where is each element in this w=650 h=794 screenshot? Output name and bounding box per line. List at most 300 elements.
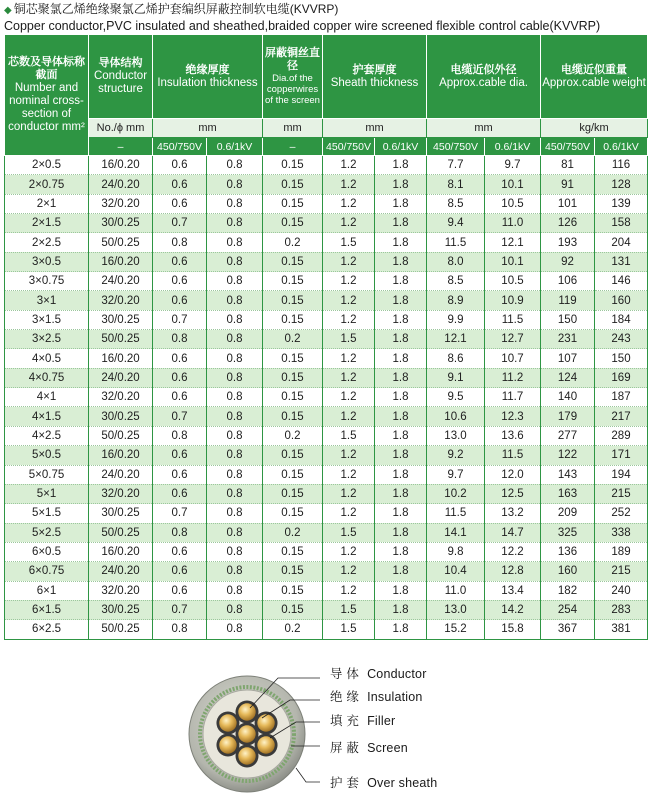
cell-cores: 6×1.5 <box>5 600 89 619</box>
cell-screen: 0.15 <box>263 388 323 407</box>
cell-structure: 50/0.25 <box>89 620 153 639</box>
cell-sheath-06: 1.8 <box>375 194 427 213</box>
cell-ins-06: 0.8 <box>207 233 263 252</box>
cell-weight-450: 325 <box>541 523 595 542</box>
cell-screen: 0.15 <box>263 214 323 233</box>
cell-structure: 32/0.20 <box>89 291 153 310</box>
cell-cores: 3×1.5 <box>5 310 89 329</box>
cell-weight-450: 193 <box>541 233 595 252</box>
cell-ins-06: 0.8 <box>207 426 263 445</box>
legend-filler: 填 充 Filler <box>330 714 396 728</box>
table-row <box>5 407 648 426</box>
cell-ins-450: 0.7 <box>153 407 207 426</box>
table-row <box>5 484 648 503</box>
cell-dia-450: 9.9 <box>427 310 485 329</box>
cell-dia-450: 9.7 <box>427 465 485 484</box>
cell-weight-06: 171 <box>595 446 648 465</box>
cell-screen: 0.15 <box>263 581 323 600</box>
cell-screen: 0.15 <box>263 504 323 523</box>
cell-structure: 50/0.25 <box>89 426 153 445</box>
table-row <box>5 562 648 581</box>
table-row <box>5 523 648 542</box>
cell-ins-06: 0.8 <box>207 504 263 523</box>
cell-structure: 24/0.20 <box>89 465 153 484</box>
cell-weight-06: 381 <box>595 620 648 639</box>
cell-sheath-450: 1.2 <box>323 388 375 407</box>
legend-conductor: 导 体 Conductor <box>330 667 427 681</box>
cell-ins-06: 0.8 <box>207 465 263 484</box>
cell-structure: 16/0.20 <box>89 542 153 561</box>
cell-ins-06: 0.8 <box>207 194 263 213</box>
cell-weight-450: 101 <box>541 194 595 213</box>
cell-screen: 0.2 <box>263 523 323 542</box>
cable-cross-section-diagram <box>0 648 650 794</box>
cell-structure: 30/0.25 <box>89 310 153 329</box>
cell-ins-450: 0.6 <box>153 272 207 291</box>
cell-weight-06: 240 <box>595 581 648 600</box>
cell-dia-450: 8.5 <box>427 194 485 213</box>
cell-weight-450: 179 <box>541 407 595 426</box>
cable-diagram-svg <box>0 648 650 794</box>
cell-structure: 16/0.20 <box>89 349 153 368</box>
cell-weight-450: 182 <box>541 581 595 600</box>
cell-ins-06: 0.8 <box>207 581 263 600</box>
cell-screen: 0.15 <box>263 484 323 503</box>
cell-weight-06: 189 <box>595 542 648 561</box>
cell-sheath-06: 1.8 <box>375 291 427 310</box>
cell-sheath-450: 1.2 <box>323 291 375 310</box>
cell-cores: 4×0.5 <box>5 349 89 368</box>
cell-cores: 4×1.5 <box>5 407 89 426</box>
cell-dia-06: 10.5 <box>485 194 541 213</box>
title-english: Copper conductor,PVC insulated and sheathed,braided copper wire screened flexible control cable(KVVRP) <box>4 19 601 33</box>
cell-sheath-06: 1.8 <box>375 388 427 407</box>
cell-weight-450: 124 <box>541 368 595 387</box>
cell-ins-06: 0.8 <box>207 252 263 271</box>
cell-dia-450: 9.8 <box>427 542 485 561</box>
core-conductor <box>257 736 274 753</box>
core-conductor <box>257 714 274 731</box>
cell-ins-06: 0.8 <box>207 600 263 619</box>
cell-structure: 24/0.20 <box>89 175 153 194</box>
cell-cores: 6×2.5 <box>5 620 89 639</box>
cell-ins-450: 0.6 <box>153 484 207 503</box>
cell-screen: 0.15 <box>263 562 323 581</box>
cell-weight-450: 254 <box>541 600 595 619</box>
cell-cores: 3×0.5 <box>5 252 89 271</box>
leader-sheath <box>296 768 320 782</box>
table-row <box>5 600 648 619</box>
cell-weight-450: 81 <box>541 156 595 175</box>
cell-dia-450: 10.6 <box>427 407 485 426</box>
cell-ins-450: 0.7 <box>153 214 207 233</box>
cell-cores: 2×0.5 <box>5 156 89 175</box>
table-row <box>5 446 648 465</box>
cell-weight-06: 283 <box>595 600 648 619</box>
cell-ins-06: 0.8 <box>207 542 263 561</box>
cell-dia-06: 11.5 <box>485 310 541 329</box>
cell-weight-06: 150 <box>595 349 648 368</box>
cell-structure: 32/0.20 <box>89 388 153 407</box>
cell-cores: 3×1 <box>5 291 89 310</box>
title-chinese <box>4 2 648 18</box>
cell-ins-450: 0.7 <box>153 600 207 619</box>
header-diameter: 电缆近似外径 Approx.cable dia. <box>427 35 541 119</box>
cell-sheath-450: 1.2 <box>323 504 375 523</box>
cell-weight-06: 204 <box>595 233 648 252</box>
cell-weight-06: 128 <box>595 175 648 194</box>
cell-sheath-06: 1.8 <box>375 330 427 349</box>
core-conductor <box>219 714 236 731</box>
cell-dia-06: 14.2 <box>485 600 541 619</box>
cell-screen: 0.15 <box>263 465 323 484</box>
cell-weight-450: 163 <box>541 484 595 503</box>
cell-dia-450: 8.1 <box>427 175 485 194</box>
cell-ins-06: 0.8 <box>207 272 263 291</box>
cell-screen: 0.15 <box>263 291 323 310</box>
cell-ins-06: 0.8 <box>207 407 263 426</box>
cell-cores: 2×0.75 <box>5 175 89 194</box>
cell-dia-450: 13.0 <box>427 426 485 445</box>
sub-ins-450: 450/750V <box>153 138 207 156</box>
cell-ins-450: 0.6 <box>153 562 207 581</box>
cell-dia-06: 10.9 <box>485 291 541 310</box>
cell-ins-450: 0.7 <box>153 504 207 523</box>
cell-ins-06: 0.8 <box>207 156 263 175</box>
cell-sheath-06: 1.8 <box>375 581 427 600</box>
cell-cores: 5×1.5 <box>5 504 89 523</box>
cell-sheath-06: 1.8 <box>375 504 427 523</box>
cell-sheath-06: 1.8 <box>375 542 427 561</box>
cell-weight-450: 91 <box>541 175 595 194</box>
cell-dia-06: 10.1 <box>485 252 541 271</box>
cell-screen: 0.2 <box>263 233 323 252</box>
cell-cores: 4×2.5 <box>5 426 89 445</box>
cell-ins-450: 0.8 <box>153 330 207 349</box>
spec-table-body <box>5 156 648 640</box>
header-screen: 屏蔽铜丝直径 Dia.of the copperwires of the screen <box>263 35 323 119</box>
cell-structure: 16/0.20 <box>89 446 153 465</box>
cell-screen: 0.15 <box>263 194 323 213</box>
cell-weight-450: 143 <box>541 465 595 484</box>
cell-screen: 0.15 <box>263 175 323 194</box>
cell-cores: 4×1 <box>5 388 89 407</box>
cell-cores: 6×1 <box>5 581 89 600</box>
cell-sheath-06: 1.8 <box>375 562 427 581</box>
cell-structure: 50/0.25 <box>89 523 153 542</box>
cell-weight-450: 119 <box>541 291 595 310</box>
cell-structure: 24/0.20 <box>89 562 153 581</box>
unit-screen: mm <box>263 119 323 138</box>
cell-weight-06: 131 <box>595 252 648 271</box>
table-row <box>5 368 648 387</box>
cell-sheath-06: 1.8 <box>375 214 427 233</box>
sub-weight-06: 0.6/1kV <box>595 138 648 156</box>
cell-weight-06: 215 <box>595 484 648 503</box>
spec-table <box>4 34 648 640</box>
title-chinese-text: 铜芯聚氯乙烯绝缘聚氯乙烯护套编织屏蔽控制软电缆(KVVRP) <box>13 2 339 16</box>
cell-dia-450: 10.4 <box>427 562 485 581</box>
cell-dia-06: 11.5 <box>485 446 541 465</box>
cell-weight-450: 140 <box>541 388 595 407</box>
table-row <box>5 175 648 194</box>
cell-screen: 0.15 <box>263 368 323 387</box>
cell-ins-06: 0.8 <box>207 291 263 310</box>
cell-ins-06: 0.8 <box>207 484 263 503</box>
cell-cores: 6×0.75 <box>5 562 89 581</box>
cell-dia-06: 12.2 <box>485 542 541 561</box>
header-row-voltage <box>5 138 648 156</box>
cell-structure: 50/0.25 <box>89 233 153 252</box>
cell-sheath-450: 1.2 <box>323 446 375 465</box>
cell-dia-06: 12.1 <box>485 233 541 252</box>
cell-dia-450: 8.0 <box>427 252 485 271</box>
cell-sheath-450: 1.2 <box>323 214 375 233</box>
cell-dia-06: 13.2 <box>485 504 541 523</box>
cell-dia-450: 12.1 <box>427 330 485 349</box>
cell-sheath-450: 1.2 <box>323 349 375 368</box>
cell-ins-06: 0.8 <box>207 562 263 581</box>
table-row <box>5 388 648 407</box>
cell-dia-450: 9.1 <box>427 368 485 387</box>
cell-sheath-06: 1.8 <box>375 620 427 639</box>
header-weight: 电缆近似重量 Approx.cable weight <box>541 35 648 119</box>
cell-ins-06: 0.8 <box>207 446 263 465</box>
cell-weight-06: 116 <box>595 156 648 175</box>
cell-structure: 30/0.25 <box>89 600 153 619</box>
cell-weight-450: 231 <box>541 330 595 349</box>
sub-structure: – <box>89 138 153 156</box>
cell-weight-06: 158 <box>595 214 648 233</box>
unit-sheath: mm <box>323 119 427 138</box>
cell-screen: 0.15 <box>263 156 323 175</box>
core-conductor <box>238 703 255 720</box>
cell-screen: 0.2 <box>263 330 323 349</box>
cell-cores: 5×2.5 <box>5 523 89 542</box>
cell-sheath-450: 1.2 <box>323 194 375 213</box>
cell-sheath-450: 1.5 <box>323 523 375 542</box>
cell-sheath-450: 1.5 <box>323 600 375 619</box>
cell-cores: 4×0.75 <box>5 368 89 387</box>
cell-structure: 30/0.25 <box>89 407 153 426</box>
cell-weight-06: 289 <box>595 426 648 445</box>
table-row <box>5 310 648 329</box>
cell-ins-450: 0.6 <box>153 252 207 271</box>
table-row <box>5 465 648 484</box>
cell-sheath-06: 1.8 <box>375 407 427 426</box>
cell-structure: 24/0.20 <box>89 368 153 387</box>
table-row <box>5 252 648 271</box>
cell-cores: 5×0.75 <box>5 465 89 484</box>
cell-cores: 2×1 <box>5 194 89 213</box>
table-row <box>5 581 648 600</box>
cell-sheath-06: 1.8 <box>375 465 427 484</box>
cell-dia-06: 9.7 <box>485 156 541 175</box>
cell-dia-06: 10.7 <box>485 349 541 368</box>
cell-ins-450: 0.8 <box>153 523 207 542</box>
cell-dia-06: 12.5 <box>485 484 541 503</box>
cell-dia-450: 9.2 <box>427 446 485 465</box>
cell-structure: 32/0.20 <box>89 581 153 600</box>
cell-dia-450: 8.6 <box>427 349 485 368</box>
cell-dia-450: 9.4 <box>427 214 485 233</box>
cell-ins-450: 0.6 <box>153 542 207 561</box>
cell-dia-06: 13.4 <box>485 581 541 600</box>
cell-weight-450: 136 <box>541 542 595 561</box>
cell-weight-06: 139 <box>595 194 648 213</box>
cell-screen: 0.15 <box>263 446 323 465</box>
cell-sheath-450: 1.2 <box>323 310 375 329</box>
legend-screen: 屏 蔽 Screen <box>330 741 408 755</box>
cell-sheath-06: 1.8 <box>375 233 427 252</box>
cell-ins-450: 0.6 <box>153 465 207 484</box>
cell-weight-06: 252 <box>595 504 648 523</box>
cell-screen: 0.15 <box>263 252 323 271</box>
cell-sheath-06: 1.8 <box>375 349 427 368</box>
cell-dia-450: 11.0 <box>427 581 485 600</box>
cell-weight-06: 169 <box>595 368 648 387</box>
cell-weight-06: 338 <box>595 523 648 542</box>
cell-dia-06: 10.5 <box>485 272 541 291</box>
table-row <box>5 504 648 523</box>
cell-ins-450: 0.6 <box>153 175 207 194</box>
cell-cores: 2×2.5 <box>5 233 89 252</box>
cell-structure: 30/0.25 <box>89 214 153 233</box>
cell-sheath-450: 1.2 <box>323 272 375 291</box>
cell-weight-06: 217 <box>595 407 648 426</box>
sub-screen: – <box>263 138 323 156</box>
header-structure: 导体结构 Conductor structure <box>89 35 153 119</box>
cell-dia-450: 11.5 <box>427 504 485 523</box>
cell-weight-450: 209 <box>541 504 595 523</box>
header-row-units <box>5 119 648 138</box>
core-conductor <box>238 725 255 742</box>
sub-weight-450: 450/750V <box>541 138 595 156</box>
cell-weight-450: 92 <box>541 252 595 271</box>
table-row <box>5 620 648 639</box>
cell-ins-450: 0.8 <box>153 426 207 445</box>
header-row-titles <box>5 35 648 119</box>
cell-ins-450: 0.6 <box>153 368 207 387</box>
cell-dia-450: 15.2 <box>427 620 485 639</box>
cell-weight-450: 126 <box>541 214 595 233</box>
cell-weight-450: 150 <box>541 310 595 329</box>
cell-dia-450: 8.5 <box>427 272 485 291</box>
cell-cores: 3×0.75 <box>5 272 89 291</box>
cell-ins-450: 0.6 <box>153 581 207 600</box>
cell-dia-450: 9.5 <box>427 388 485 407</box>
cell-dia-06: 12.7 <box>485 330 541 349</box>
cell-ins-06: 0.8 <box>207 330 263 349</box>
cell-ins-06: 0.8 <box>207 349 263 368</box>
table-row <box>5 194 648 213</box>
cell-weight-450: 106 <box>541 272 595 291</box>
sub-ins-06: 0.6/1kV <box>207 138 263 156</box>
cell-screen: 0.2 <box>263 620 323 639</box>
cell-weight-06: 146 <box>595 272 648 291</box>
cell-structure: 24/0.20 <box>89 272 153 291</box>
table-row <box>5 233 648 252</box>
cell-dia-06: 11.7 <box>485 388 541 407</box>
bullet-icon: ◆ <box>4 5 12 16</box>
cell-sheath-450: 1.2 <box>323 465 375 484</box>
header-insulation: 绝缘厚度 Insulation thickness <box>153 35 263 119</box>
cell-dia-06: 15.8 <box>485 620 541 639</box>
cell-ins-450: 0.6 <box>153 291 207 310</box>
cell-ins-06: 0.8 <box>207 310 263 329</box>
cell-ins-450: 0.7 <box>153 310 207 329</box>
core-conductor <box>238 747 255 764</box>
cell-dia-06: 12.8 <box>485 562 541 581</box>
cell-sheath-450: 1.5 <box>323 426 375 445</box>
sub-sheath-450: 450/750V <box>323 138 375 156</box>
cell-weight-06: 160 <box>595 291 648 310</box>
cell-sheath-450: 1.5 <box>323 330 375 349</box>
cell-dia-06: 12.0 <box>485 465 541 484</box>
cell-sheath-06: 1.8 <box>375 446 427 465</box>
cell-weight-06: 184 <box>595 310 648 329</box>
sub-dia-06: 0.6/1kV <box>485 138 541 156</box>
table-row <box>5 542 648 561</box>
unit-structure: No./ϕ mm <box>89 119 153 138</box>
cell-sheath-06: 1.8 <box>375 310 427 329</box>
cell-structure: 30/0.25 <box>89 504 153 523</box>
cell-sheath-450: 1.5 <box>323 233 375 252</box>
cell-screen: 0.15 <box>263 310 323 329</box>
cell-dia-06: 10.1 <box>485 175 541 194</box>
cell-dia-450: 11.5 <box>427 233 485 252</box>
cell-ins-06: 0.8 <box>207 368 263 387</box>
cell-dia-06: 11.0 <box>485 214 541 233</box>
cell-sheath-06: 1.8 <box>375 252 427 271</box>
cell-screen: 0.2 <box>263 426 323 445</box>
cell-dia-450: 8.9 <box>427 291 485 310</box>
cell-structure: 50/0.25 <box>89 330 153 349</box>
cell-structure: 32/0.20 <box>89 194 153 213</box>
cell-ins-450: 0.6 <box>153 156 207 175</box>
cell-weight-06: 243 <box>595 330 648 349</box>
cell-ins-06: 0.8 <box>207 214 263 233</box>
legend-insulation: 绝 缘 Insulation <box>330 690 423 704</box>
cell-sheath-06: 1.8 <box>375 484 427 503</box>
cell-dia-06: 12.3 <box>485 407 541 426</box>
cell-weight-06: 194 <box>595 465 648 484</box>
cell-ins-450: 0.6 <box>153 194 207 213</box>
cell-sheath-450: 1.5 <box>323 620 375 639</box>
cell-sheath-06: 1.8 <box>375 175 427 194</box>
sub-sheath-06: 0.6/1kV <box>375 138 427 156</box>
cell-weight-450: 107 <box>541 349 595 368</box>
table-row <box>5 272 648 291</box>
cell-screen: 0.15 <box>263 272 323 291</box>
legend-over-sheath: 护 套 Over sheath <box>330 776 438 790</box>
cell-screen: 0.15 <box>263 542 323 561</box>
cell-cores: 2×1.5 <box>5 214 89 233</box>
cell-sheath-06: 1.8 <box>375 426 427 445</box>
header-sheath: 护套厚度 Sheath thickness <box>323 35 427 119</box>
table-row <box>5 426 648 445</box>
cell-weight-450: 367 <box>541 620 595 639</box>
cell-sheath-450: 1.2 <box>323 581 375 600</box>
cell-cores: 5×1 <box>5 484 89 503</box>
cell-screen: 0.15 <box>263 407 323 426</box>
unit-insulation: mm <box>153 119 263 138</box>
table-row <box>5 349 648 368</box>
cell-dia-06: 14.7 <box>485 523 541 542</box>
title-block <box>4 2 648 34</box>
cell-dia-450: 14.1 <box>427 523 485 542</box>
cell-dia-450: 7.7 <box>427 156 485 175</box>
